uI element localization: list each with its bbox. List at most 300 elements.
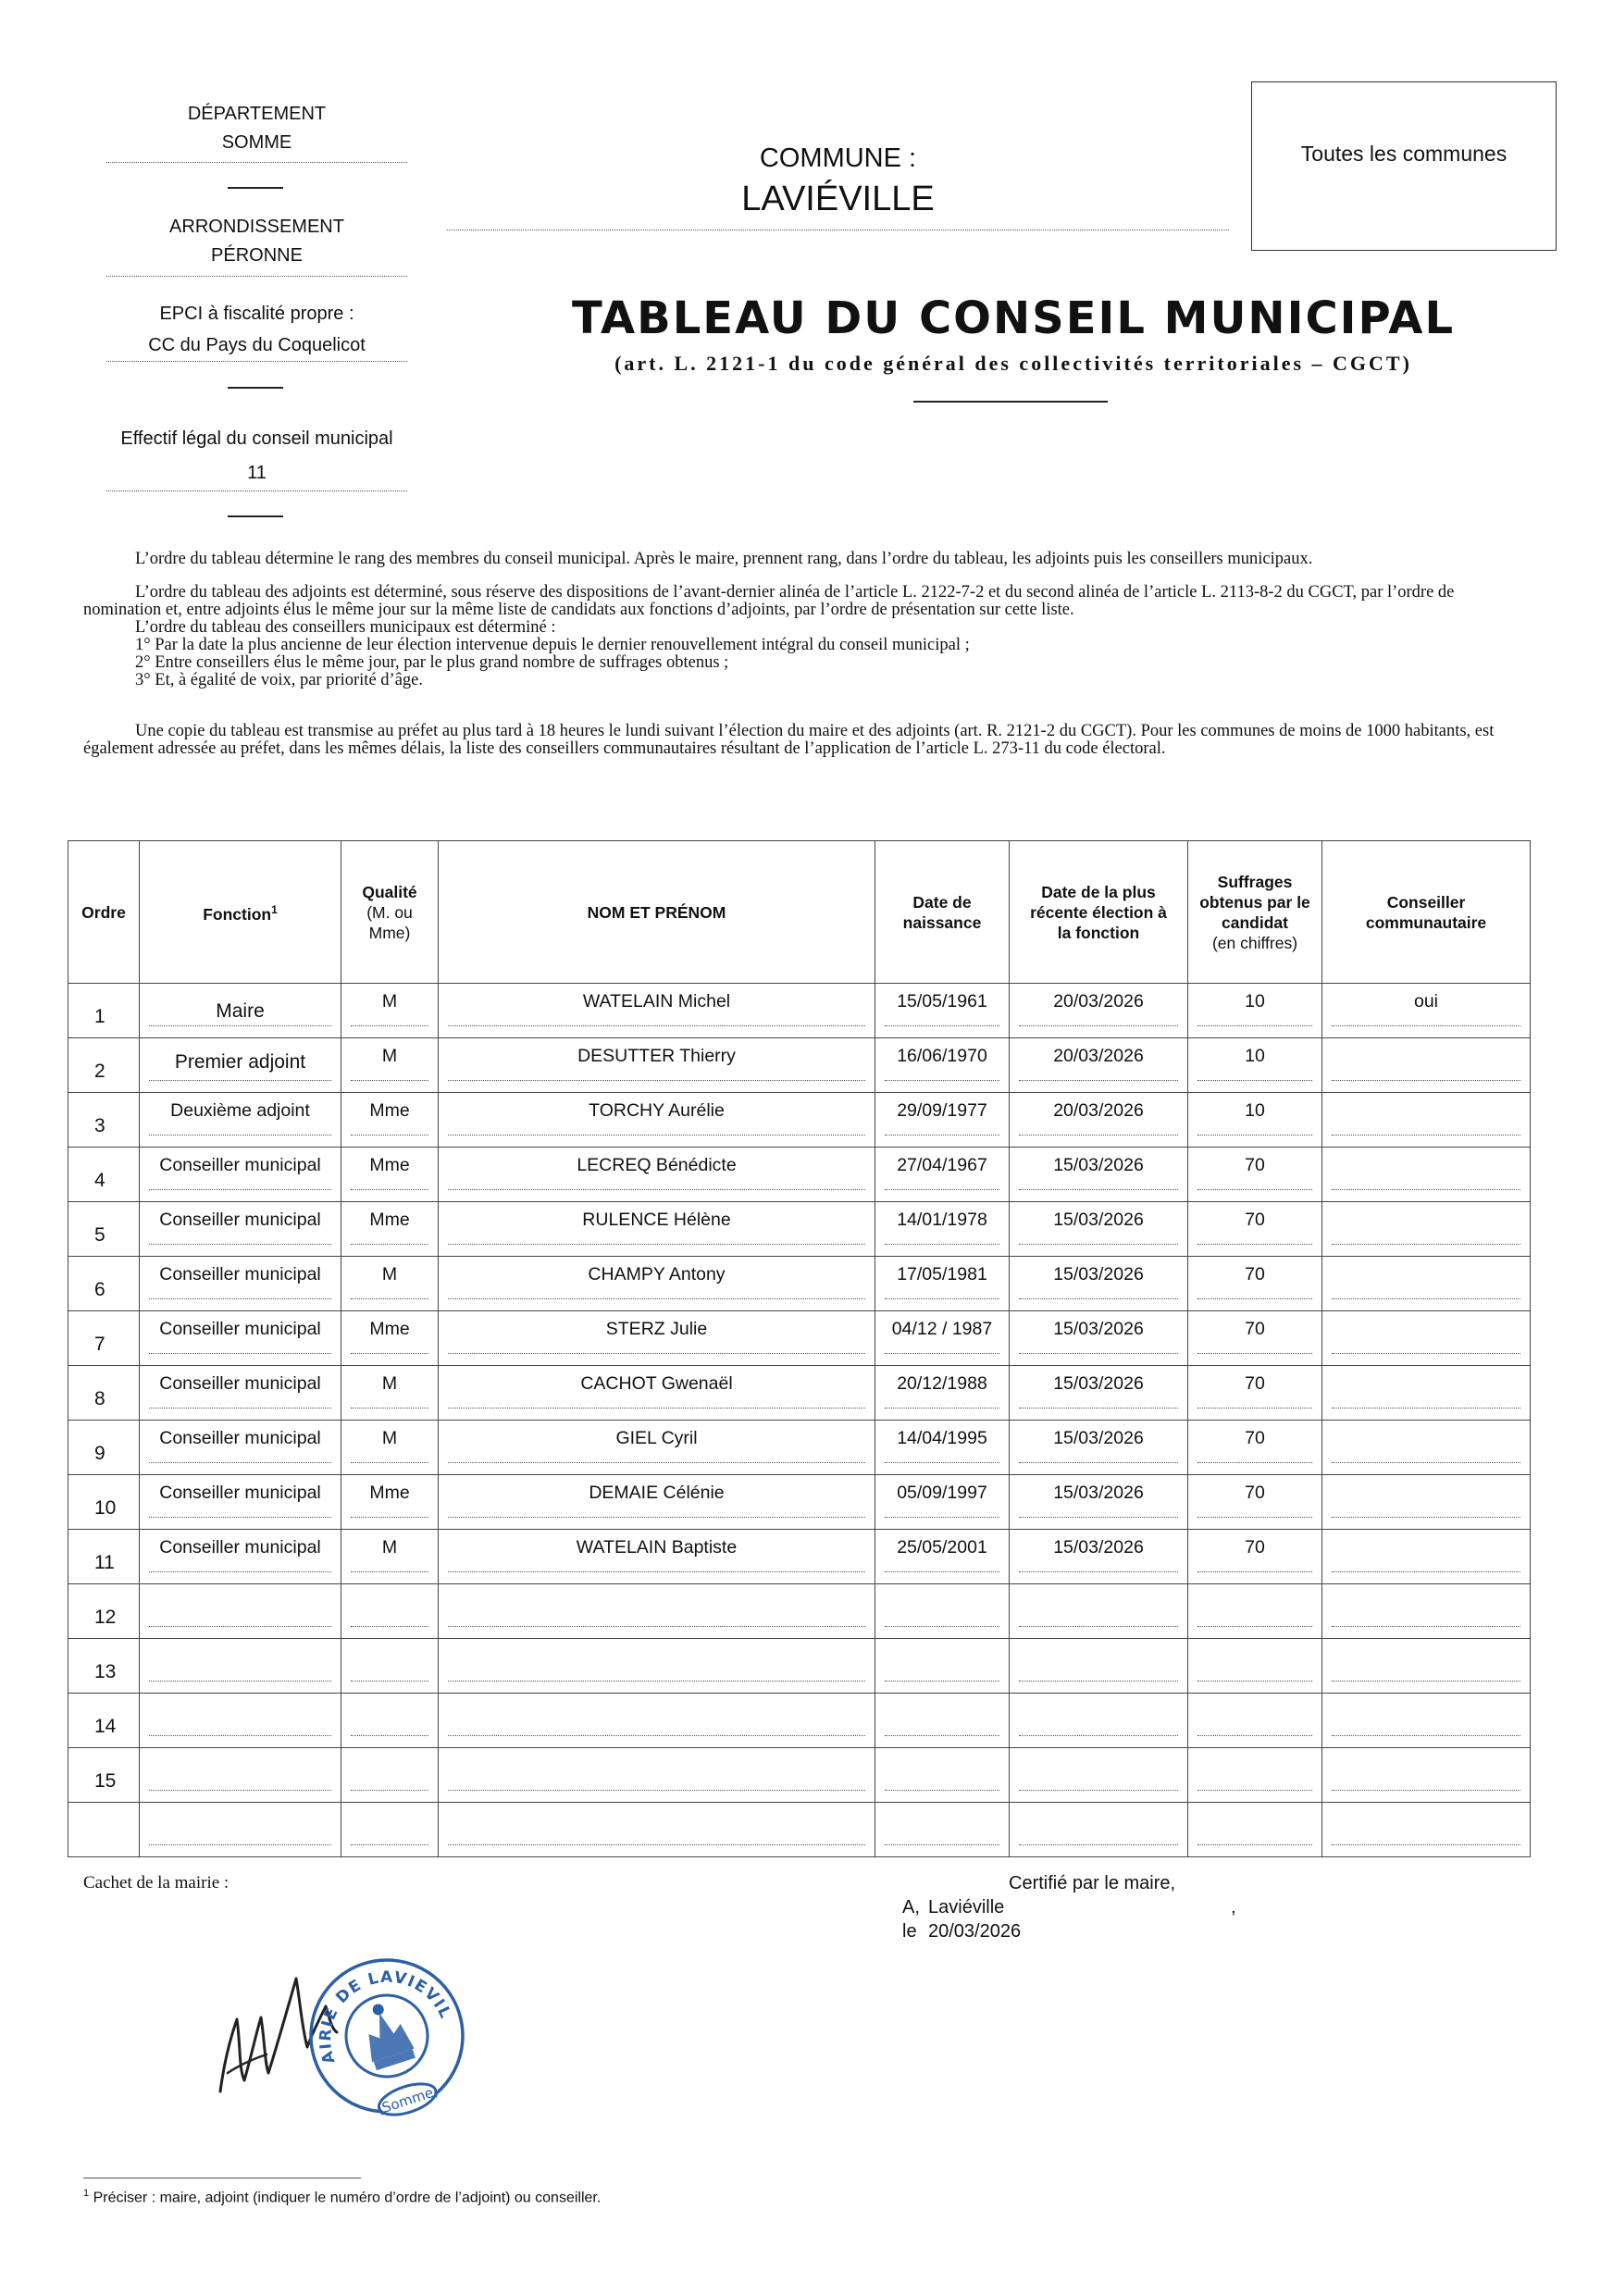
fill-line bbox=[1332, 1353, 1520, 1354]
suffrages-cell bbox=[1188, 1202, 1322, 1257]
election-cell bbox=[1010, 1421, 1188, 1475]
fill-line bbox=[885, 1517, 999, 1518]
election-cell bbox=[1010, 984, 1188, 1038]
naissance-value: 16/06/1970 bbox=[897, 1046, 987, 1066]
fill-line bbox=[1197, 1790, 1312, 1791]
qualite-value: Mme bbox=[369, 1100, 410, 1121]
qualite-cell bbox=[341, 1748, 439, 1803]
qualite-value: M bbox=[381, 1428, 398, 1448]
fill-line bbox=[885, 1571, 999, 1572]
header-communautaire: Conseiller communautaire bbox=[1322, 841, 1531, 984]
suffrages-value: 70 bbox=[1245, 1155, 1265, 1175]
fill-line bbox=[149, 1626, 331, 1627]
table-row bbox=[68, 1093, 1531, 1148]
fill-line bbox=[1019, 1735, 1178, 1736]
cachet-label: Cachet de la mairie : bbox=[83, 1873, 230, 1893]
fill-line bbox=[1019, 1135, 1178, 1136]
fonction-value: Conseiller municipal bbox=[159, 1264, 321, 1285]
qualite-cell bbox=[341, 1803, 439, 1857]
qualite-value: Mme bbox=[369, 1483, 410, 1503]
date-value: 20/03/2026 bbox=[928, 1921, 1022, 1942]
naissance-cell bbox=[875, 1748, 1010, 1803]
fonction-cell bbox=[140, 1530, 341, 1584]
election-cell bbox=[1010, 1366, 1188, 1421]
table-row bbox=[68, 1475, 1531, 1530]
fill-line bbox=[885, 1135, 999, 1136]
nom-cell bbox=[439, 1148, 875, 1202]
fill-line bbox=[1197, 1189, 1312, 1190]
suffrages-cell bbox=[1188, 1366, 1322, 1421]
fill-line bbox=[149, 1080, 331, 1081]
fill-line bbox=[885, 1844, 999, 1845]
naissance-cell bbox=[875, 1530, 1010, 1584]
qualite-cell bbox=[341, 1475, 439, 1530]
commune-label: COMMUNE : bbox=[759, 143, 917, 173]
fill-line bbox=[1019, 1790, 1178, 1791]
fill-line bbox=[1197, 1408, 1312, 1409]
naissance-value: 17/05/1981 bbox=[897, 1264, 987, 1285]
page-title: TABLEAU DU CONSEIL MUNICIPAL bbox=[571, 292, 1456, 344]
effectif-label: Effectif légal du conseil municipal bbox=[120, 428, 393, 449]
lieu-label: A, bbox=[902, 1897, 920, 1917]
ordre-cell: 14 bbox=[68, 1694, 140, 1748]
communautaire-cell bbox=[1322, 1584, 1531, 1639]
naissance-cell bbox=[875, 1038, 1010, 1093]
communautaire-cell bbox=[1322, 1803, 1531, 1857]
ordre-cell: 12 bbox=[68, 1584, 140, 1639]
suffrages-cell bbox=[1188, 1748, 1322, 1803]
naissance-cell bbox=[875, 1584, 1010, 1639]
nom-cell bbox=[439, 1093, 875, 1148]
date-label: le bbox=[902, 1921, 917, 1942]
nom-cell bbox=[439, 1311, 875, 1366]
fill-line bbox=[1019, 1353, 1178, 1354]
suffrages-cell bbox=[1188, 1475, 1322, 1530]
fill-line bbox=[1019, 1571, 1178, 1572]
intro-paragraph: Une copie du tableau est transmise au préfet au plus tard à 18 heures le lundi suivant l’élection du maire et des adjoints (art. R. 2121-2 du CGCT). Pour les communes de moins de 1000 habitants, est également adressée au préfet, dans les mêmes délais, la liste des conseillers communautaires résultant de l’application de l’article L. 273-11 du code électoral. bbox=[83, 722, 1495, 758]
effectif-value: 11 bbox=[247, 463, 267, 483]
qualite-value: M bbox=[381, 1264, 398, 1285]
ordre-cell bbox=[68, 1803, 140, 1857]
nom-value: DEMAIE Célénie bbox=[589, 1483, 725, 1503]
suffrages-value: 10 bbox=[1245, 1046, 1265, 1066]
qualite-cell bbox=[341, 1148, 439, 1202]
suffrages-cell bbox=[1188, 1038, 1322, 1093]
fill-line bbox=[448, 1790, 865, 1791]
table-row bbox=[68, 1803, 1531, 1857]
fill-line bbox=[149, 1244, 331, 1245]
intro-paragraph: L’ordre du tableau des adjoints est déterminé, sous réserve des dispositions de l’avant-dernier alinéa de l’article L. 2122-7-2 et du second alinéa de l’article L. 2113-8-2 du CGCT, par l’ordre de nomination et, entre adjoints élus le même jour sur la même liste de candidats aux fonctions d’adjoints, par l’ordre de présentation sur cette liste. bbox=[83, 583, 1455, 619]
fill-line bbox=[1197, 1517, 1312, 1518]
nom-value: TORCHY Aurélie bbox=[589, 1100, 725, 1121]
fill-line bbox=[351, 1408, 428, 1409]
commune-type-box bbox=[1251, 81, 1557, 251]
qualite-cell bbox=[341, 1584, 439, 1639]
fill-line bbox=[149, 1844, 331, 1845]
fill-line bbox=[1019, 1626, 1178, 1627]
qualite-cell bbox=[341, 1093, 439, 1148]
fill-line bbox=[351, 1681, 428, 1682]
fill-line bbox=[1197, 1025, 1312, 1026]
qualite-value: Mme bbox=[369, 1319, 410, 1339]
nom-value: STERZ Julie bbox=[605, 1319, 708, 1339]
communautaire-cell bbox=[1322, 1366, 1531, 1421]
ordre-cell: 13 bbox=[68, 1639, 140, 1694]
election-cell bbox=[1010, 1311, 1188, 1366]
fill-line bbox=[448, 1353, 865, 1354]
lieu-comma: , bbox=[1231, 1897, 1236, 1917]
fill-line bbox=[448, 1681, 865, 1682]
divider bbox=[106, 490, 407, 491]
commune-type-text: Toutes les communes bbox=[1300, 142, 1508, 166]
fill-line bbox=[448, 1735, 865, 1736]
table-row bbox=[68, 1311, 1531, 1366]
nom-cell bbox=[439, 1202, 875, 1257]
naissance-cell bbox=[875, 1803, 1010, 1857]
fill-line bbox=[1197, 1298, 1312, 1299]
fill-line bbox=[1332, 1298, 1520, 1299]
fill-line bbox=[1019, 1025, 1178, 1026]
suffrages-cell bbox=[1188, 1148, 1322, 1202]
fill-line bbox=[351, 1626, 428, 1627]
suffrages-value: 70 bbox=[1245, 1428, 1265, 1448]
election-cell bbox=[1010, 1038, 1188, 1093]
fill-line bbox=[448, 1025, 865, 1026]
page-subtitle: (art. L. 2121-1 du code général des collectivités territoriales – CGCT) bbox=[614, 352, 1412, 375]
fonction-cell bbox=[140, 1803, 341, 1857]
election-cell bbox=[1010, 1475, 1188, 1530]
election-cell bbox=[1010, 1748, 1188, 1803]
fonction-cell bbox=[140, 1148, 341, 1202]
suffrages-cell bbox=[1188, 1803, 1322, 1857]
qualite-cell bbox=[341, 1202, 439, 1257]
nom-cell bbox=[439, 1639, 875, 1694]
communautaire-cell bbox=[1322, 1748, 1531, 1803]
naissance-value: 29/09/1977 bbox=[897, 1100, 987, 1121]
election-value: 15/03/2026 bbox=[1053, 1319, 1144, 1339]
nom-cell bbox=[439, 1803, 875, 1857]
fill-line bbox=[351, 1080, 428, 1081]
intro-list-item: 1° Par la date la plus ancienne de leur élection intervenue depuis le dernier renouvellement intégral du conseil municipal ; bbox=[135, 636, 970, 654]
communautaire-cell bbox=[1322, 1202, 1531, 1257]
fill-line bbox=[885, 1080, 999, 1081]
divider bbox=[106, 361, 407, 362]
fonction-cell bbox=[140, 1257, 341, 1311]
election-cell bbox=[1010, 1584, 1188, 1639]
qualite-cell bbox=[341, 1694, 439, 1748]
qualite-cell bbox=[341, 984, 439, 1038]
fonction-value: Maire bbox=[216, 1000, 265, 1022]
fill-line bbox=[885, 1025, 999, 1026]
fonction-cell bbox=[140, 1421, 341, 1475]
fonction-cell bbox=[140, 1748, 341, 1803]
suffrages-value: 70 bbox=[1245, 1264, 1265, 1285]
fill-line bbox=[351, 1135, 428, 1136]
fill-line bbox=[351, 1025, 428, 1026]
fonction-value: Conseiller municipal bbox=[159, 1155, 321, 1175]
ordre-cell: 9 bbox=[68, 1421, 140, 1475]
nom-value: CACHOT Gwenaël bbox=[580, 1373, 733, 1394]
table-row bbox=[68, 1694, 1531, 1748]
suffrages-value: 70 bbox=[1245, 1537, 1265, 1558]
fill-line bbox=[149, 1790, 331, 1791]
election-value: 15/03/2026 bbox=[1053, 1264, 1144, 1285]
communautaire-cell bbox=[1322, 1639, 1531, 1694]
fill-line bbox=[1332, 1244, 1520, 1245]
communautaire-value: oui bbox=[1413, 991, 1439, 1011]
fill-line bbox=[351, 1735, 428, 1736]
fill-line bbox=[885, 1462, 999, 1463]
election-value: 15/03/2026 bbox=[1053, 1210, 1144, 1230]
divider bbox=[228, 187, 283, 189]
fill-line bbox=[1332, 1735, 1520, 1736]
election-value: 15/03/2026 bbox=[1053, 1537, 1144, 1558]
fill-line bbox=[1332, 1626, 1520, 1627]
qualite-cell bbox=[341, 1530, 439, 1584]
nom-value: CHAMPY Antony bbox=[588, 1264, 726, 1285]
arrondissement-label: ARRONDISSEMENT bbox=[169, 217, 344, 237]
svg-text:(Somme): (Somme) bbox=[375, 2082, 441, 2118]
naissance-cell bbox=[875, 1202, 1010, 1257]
qualite-cell bbox=[341, 1366, 439, 1421]
qualite-value: M bbox=[381, 1046, 398, 1066]
nom-value: WATELAIN Baptiste bbox=[576, 1537, 738, 1558]
election-value: 20/03/2026 bbox=[1053, 991, 1144, 1011]
fonction-cell bbox=[140, 1093, 341, 1148]
fill-line bbox=[1019, 1462, 1178, 1463]
naissance-value: 20/12/1988 bbox=[897, 1373, 987, 1394]
intro-list-item: 3° Et, à égalité de voix, par priorité d’âge. bbox=[135, 671, 423, 689]
fill-line bbox=[1019, 1080, 1178, 1081]
ordre-cell: 5 bbox=[68, 1202, 140, 1257]
fill-line bbox=[351, 1298, 428, 1299]
table-row bbox=[68, 1257, 1531, 1311]
suffrages-cell bbox=[1188, 1311, 1322, 1366]
divider bbox=[228, 515, 283, 517]
intro-list-item: 2° Entre conseillers élus le même jour, par le plus grand nombre de suffrages obtenus ; bbox=[135, 653, 729, 672]
ordre-cell: 7 bbox=[68, 1311, 140, 1366]
fonction-value: Deuxième adjoint bbox=[170, 1100, 310, 1121]
communautaire-cell bbox=[1322, 1421, 1531, 1475]
fonction-cell bbox=[140, 984, 341, 1038]
fill-line bbox=[448, 1298, 865, 1299]
suffrages-value: 70 bbox=[1245, 1210, 1265, 1230]
naissance-cell bbox=[875, 1475, 1010, 1530]
ordre-cell: 4 bbox=[68, 1148, 140, 1202]
divider bbox=[106, 162, 407, 163]
suffrages-cell bbox=[1188, 1584, 1322, 1639]
nom-cell bbox=[439, 1366, 875, 1421]
table-row bbox=[68, 1639, 1531, 1694]
naissance-cell bbox=[875, 1311, 1010, 1366]
mairie-stamp bbox=[304, 1936, 470, 2121]
nom-value: LECREQ Bénédicte bbox=[577, 1155, 737, 1175]
fill-line bbox=[149, 1571, 331, 1572]
footnote: $^1$ Préciser : maire, adjoint (indiquer le numéro d’ordre de l’adjoint) ou conseiller. bbox=[83, 2188, 602, 2206]
nom-cell bbox=[439, 1748, 875, 1803]
fill-line bbox=[448, 1135, 865, 1136]
fill-line bbox=[1332, 1790, 1520, 1791]
nom-cell bbox=[439, 1421, 875, 1475]
fonction-cell bbox=[140, 1038, 341, 1093]
svg-text:MAIRIE DE LAVIEVILLE: MAIRIE DE LAVIEVILLE bbox=[316, 1967, 455, 2066]
suffrages-value: 70 bbox=[1245, 1319, 1265, 1339]
fill-line bbox=[1019, 1298, 1178, 1299]
election-cell bbox=[1010, 1530, 1188, 1584]
intro-paragraph: L’ordre du tableau des conseillers municipaux est déterminé : bbox=[135, 618, 556, 637]
fill-line bbox=[885, 1790, 999, 1791]
qualite-value: M bbox=[381, 1537, 398, 1558]
fill-line bbox=[1019, 1844, 1178, 1845]
naissance-cell bbox=[875, 1148, 1010, 1202]
fill-line bbox=[1197, 1844, 1312, 1845]
fill-line bbox=[149, 1462, 331, 1463]
fill-line bbox=[885, 1244, 999, 1245]
fill-line bbox=[1332, 1681, 1520, 1682]
fill-line bbox=[1332, 1135, 1520, 1136]
fonction-cell bbox=[140, 1202, 341, 1257]
qualite-value: M bbox=[381, 991, 398, 1011]
fill-line bbox=[149, 1408, 331, 1409]
intro-paragraph: L’ordre du tableau détermine le rang des membres du conseil municipal. Après le maire, prennent rang, dans l’ordre du tableau, les adjoints puis les conseillers municipaux. bbox=[135, 550, 1313, 568]
naissance-value: 15/05/1961 bbox=[897, 991, 987, 1011]
fill-line bbox=[1197, 1735, 1312, 1736]
naissance-value: 25/05/2001 bbox=[897, 1537, 987, 1558]
fill-line bbox=[1019, 1244, 1178, 1245]
fill-line bbox=[351, 1244, 428, 1245]
fill-line bbox=[885, 1408, 999, 1409]
fonction-value: Conseiller municipal bbox=[159, 1483, 321, 1503]
fill-line bbox=[1197, 1626, 1312, 1627]
suffrages-cell bbox=[1188, 984, 1322, 1038]
fill-line bbox=[885, 1626, 999, 1627]
naissance-cell bbox=[875, 1366, 1010, 1421]
fill-line bbox=[1019, 1189, 1178, 1190]
fill-line bbox=[1332, 1025, 1520, 1026]
communautaire-cell bbox=[1322, 1311, 1531, 1366]
nom-value: GIEL Cyril bbox=[615, 1428, 698, 1448]
suffrages-value: 70 bbox=[1245, 1373, 1265, 1394]
communautaire-cell bbox=[1322, 1475, 1531, 1530]
fill-line bbox=[149, 1735, 331, 1736]
fill-line bbox=[149, 1298, 331, 1299]
communautaire-cell bbox=[1322, 1148, 1531, 1202]
fill-line bbox=[885, 1298, 999, 1299]
qualite-value: Mme bbox=[369, 1155, 410, 1175]
fill-line bbox=[1332, 1462, 1520, 1463]
title-underline bbox=[913, 401, 1108, 403]
election-cell bbox=[1010, 1639, 1188, 1694]
fonction-cell bbox=[140, 1475, 341, 1530]
ordre-cell: 11 bbox=[68, 1530, 140, 1584]
nom-value: WATELAIN Michel bbox=[582, 991, 731, 1011]
header-nom: NOM ET PRÉNOM bbox=[439, 841, 875, 984]
naissance-value: 05/09/1997 bbox=[897, 1483, 987, 1503]
departement-value: SOMME bbox=[221, 132, 292, 153]
fill-line bbox=[149, 1681, 331, 1682]
fill-line bbox=[1332, 1844, 1520, 1845]
election-cell bbox=[1010, 1093, 1188, 1148]
header-ordre: Ordre bbox=[68, 841, 140, 984]
fill-line bbox=[1197, 1571, 1312, 1572]
fill-line bbox=[351, 1462, 428, 1463]
suffrages-cell bbox=[1188, 1421, 1322, 1475]
election-cell bbox=[1010, 1148, 1188, 1202]
ordre-cell: 6 bbox=[68, 1257, 140, 1311]
fill-line bbox=[448, 1408, 865, 1409]
divider bbox=[228, 387, 283, 389]
fill-line bbox=[149, 1517, 331, 1518]
suffrages-value: 70 bbox=[1245, 1483, 1265, 1503]
table-row bbox=[68, 1038, 1531, 1093]
fill-line bbox=[351, 1189, 428, 1190]
suffrages-cell bbox=[1188, 1257, 1322, 1311]
ordre-cell: 8 bbox=[68, 1366, 140, 1421]
election-cell bbox=[1010, 1202, 1188, 1257]
table-row bbox=[68, 1366, 1531, 1421]
naissance-value: 14/01/1978 bbox=[897, 1210, 987, 1230]
header-naissance: Date de naissance bbox=[875, 841, 1010, 984]
header-suffrages: Suffrages obtenus par le candidat (en chiffres) bbox=[1188, 841, 1322, 984]
suffrages-cell bbox=[1188, 1093, 1322, 1148]
fonction-value: Premier adjoint bbox=[174, 1051, 306, 1073]
fonction-cell bbox=[140, 1584, 341, 1639]
table-row bbox=[68, 1421, 1531, 1475]
naissance-cell bbox=[875, 1093, 1010, 1148]
election-value: 20/03/2026 bbox=[1053, 1046, 1144, 1066]
fill-line bbox=[1197, 1353, 1312, 1354]
ordre-cell: 1 bbox=[68, 984, 140, 1038]
nom-cell bbox=[439, 1530, 875, 1584]
fill-line bbox=[1332, 1080, 1520, 1081]
fill-line bbox=[448, 1189, 865, 1190]
qualite-cell bbox=[341, 1038, 439, 1093]
fill-line bbox=[149, 1025, 331, 1026]
header-fonction: Fonction$^1$ bbox=[140, 841, 341, 984]
fill-line bbox=[448, 1626, 865, 1627]
arrondissement-value: PÉRONNE bbox=[211, 245, 303, 266]
naissance-cell bbox=[875, 1257, 1010, 1311]
table-row bbox=[68, 1584, 1531, 1639]
table-row bbox=[68, 984, 1531, 1038]
fill-line bbox=[1197, 1135, 1312, 1136]
header-election: Date de la plus récente élection à la fonction bbox=[1010, 841, 1188, 984]
fill-line bbox=[1332, 1189, 1520, 1190]
fonction-value: Conseiller municipal bbox=[159, 1319, 321, 1339]
table-row bbox=[68, 1748, 1531, 1803]
fonction-value: Conseiller municipal bbox=[159, 1210, 321, 1230]
communautaire-cell bbox=[1322, 1257, 1531, 1311]
fill-line bbox=[149, 1135, 331, 1136]
fill-line bbox=[448, 1517, 865, 1518]
qualite-cell bbox=[341, 1639, 439, 1694]
ordre-cell: 3 bbox=[68, 1093, 140, 1148]
fill-line bbox=[448, 1244, 865, 1245]
table-row bbox=[68, 1148, 1531, 1202]
fill-line bbox=[1332, 1517, 1520, 1518]
ordre-cell: 2 bbox=[68, 1038, 140, 1093]
fill-line bbox=[1332, 1571, 1520, 1572]
election-value: 15/03/2026 bbox=[1053, 1428, 1144, 1448]
nom-cell bbox=[439, 1694, 875, 1748]
fill-line bbox=[885, 1353, 999, 1354]
naissance-value: 14/04/1995 bbox=[897, 1428, 987, 1448]
table-row bbox=[68, 1530, 1531, 1584]
fill-line bbox=[1019, 1408, 1178, 1409]
divider bbox=[106, 276, 407, 277]
fill-line bbox=[885, 1735, 999, 1736]
ordre-cell: 10 bbox=[68, 1475, 140, 1530]
